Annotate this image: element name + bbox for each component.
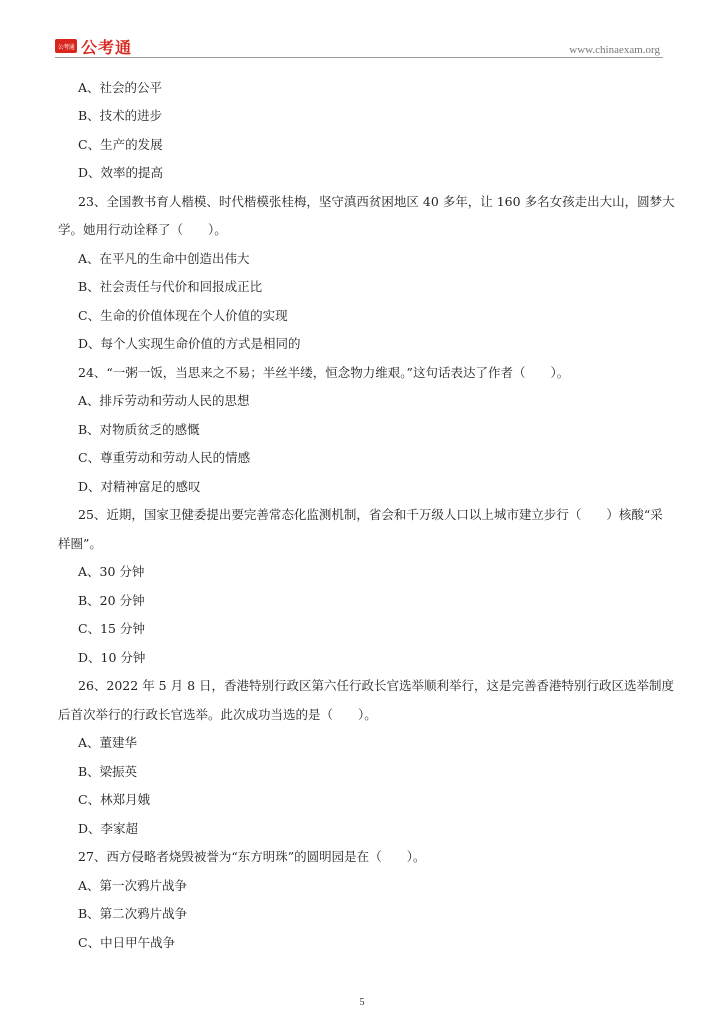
question-23-continued: 学。她用行动诠释了（ ）。 — [58, 222, 227, 237]
option-c: C、生命的价值体现在个人价值的实现 — [78, 308, 288, 323]
option-b: B、20 分钟 — [78, 593, 145, 608]
option-b: B、技术的进步 — [78, 108, 163, 123]
page-header — [0, 0, 724, 62]
option-a: A、社会的公平 — [78, 80, 163, 95]
logo-badge-icon: 公考通 — [55, 39, 77, 53]
option-d: D、李家超 — [78, 821, 139, 836]
option-a: A、董建华 — [78, 735, 138, 750]
question-27: 27、西方侵略者烧毁被誉为“东方明珠”的圆明园是在（ ）。 — [78, 849, 426, 864]
logo-text: 公考通 — [81, 37, 133, 57]
option-c: C、15 分钟 — [78, 621, 145, 636]
option-c: C、尊重劳动和劳动人民的情感 — [78, 450, 251, 465]
question-23: 23、全国教书育人楷模、时代楷模张桂梅，坚守滇西贫困地区 40 多年，让 160 多名女孩走出大山，圆梦大 — [78, 194, 675, 209]
option-a: A、30 分钟 — [78, 564, 145, 579]
option-c: C、生产的发展 — [78, 137, 163, 152]
option-a: A、在平凡的生命中创造出伟大 — [78, 251, 250, 266]
question-25: 25、近期，国家卫健委提出要完善常态化监测机制，省会和千万级人口以上城市建立步行（ ）核酸“采 — [78, 507, 663, 522]
header-divider — [55, 57, 663, 58]
option-c: C、林郑月娥 — [78, 792, 151, 807]
option-c: C、中日甲午战争 — [78, 935, 176, 950]
option-b: B、对物质贫乏的感慨 — [78, 422, 200, 437]
page-number: 5 — [359, 997, 365, 1008]
option-b: B、梁振英 — [78, 764, 138, 779]
question-24: 24、“一粥一饭，当思来之不易；半丝半缕，恒念物力维艰。”这句话表达了作者（ ）。 — [78, 365, 570, 380]
option-d: D、效率的提高 — [78, 165, 164, 180]
option-d: D、每个人实现生命价值的方式是相同的 — [78, 336, 301, 351]
option-d: D、对精神富足的感叹 — [78, 479, 201, 494]
question-26-continued: 后首次举行的行政长官选举。此次成功当选的是（ ）。 — [58, 707, 377, 722]
brand-logo[interactable] — [55, 36, 132, 56]
option-d: D、10 分钟 — [78, 650, 146, 665]
question-26: 26、2022 年 5 月 8 日，香港特别行政区第六任行政长官选举顺利举行，这是完善香港特别行政区选举制度 — [78, 678, 674, 693]
option-b: B、第二次鸦片战争 — [78, 906, 188, 921]
option-a: A、排斥劳动和劳动人民的思想 — [78, 393, 250, 408]
site-url-link[interactable]: www.chinaexam.org — [569, 44, 660, 56]
question-25-continued: 样圈”。 — [58, 536, 102, 551]
option-b: B、社会责任与代价和回报成正比 — [78, 279, 263, 294]
option-a: A、第一次鸦片战争 — [78, 878, 188, 893]
